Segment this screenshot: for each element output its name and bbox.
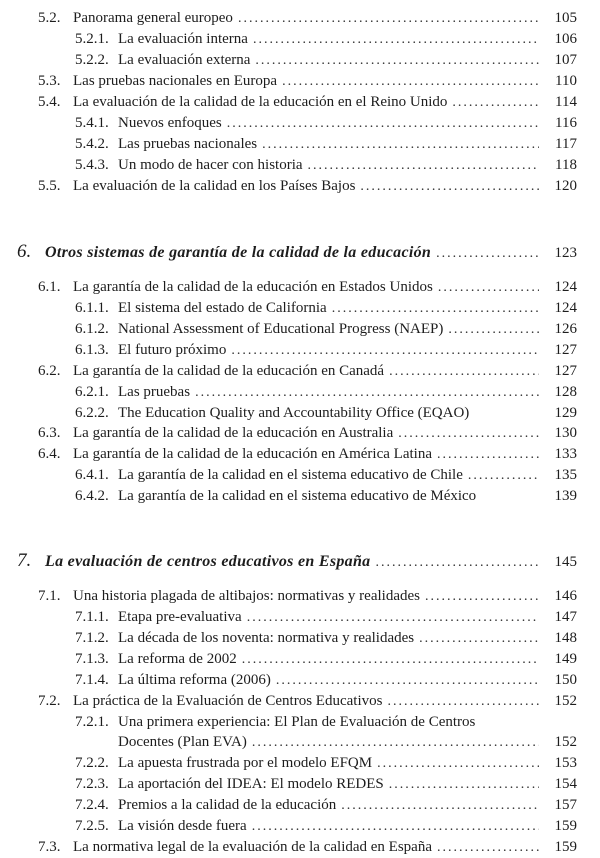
entry-title: Una historia plagada de altibajos: normativas y realidades xyxy=(73,588,420,604)
toc-line xyxy=(0,382,577,403)
page-number: 124 xyxy=(554,279,577,295)
toc-line xyxy=(0,403,577,423)
toc-entry-row xyxy=(0,649,577,670)
toc-line xyxy=(0,628,577,649)
dot-leader xyxy=(247,607,539,628)
entry-title: La garantía de la calidad de la educación en Australia xyxy=(73,425,394,441)
entry-number: 7.2. xyxy=(38,693,61,709)
entry-number: 6.4.1. xyxy=(75,467,109,483)
page-number: 153 xyxy=(554,755,577,771)
page-number: 149 xyxy=(554,651,577,667)
entry-title: Otros sistemas de garantía de la calidad de la educación xyxy=(45,244,432,261)
page-number: 159 xyxy=(554,818,577,834)
dot-leader xyxy=(425,586,539,607)
page-number: 135 xyxy=(554,467,577,483)
entry-title: Nuevos enfoques xyxy=(118,115,222,131)
page-number: 148 xyxy=(554,630,577,646)
dot-leader xyxy=(252,816,539,837)
toc-line xyxy=(0,816,577,837)
dot-leader xyxy=(332,298,539,319)
page-number: 130 xyxy=(554,425,577,441)
dot-leader xyxy=(262,134,539,155)
toc-entry-row xyxy=(0,113,577,134)
entry-title: La práctica de la Evaluación de Centros Educativos xyxy=(73,693,383,709)
entry-number: 7.2.1. xyxy=(75,714,109,730)
entry-number: 5.5. xyxy=(38,178,61,194)
toc-line xyxy=(0,8,577,29)
page-number: 116 xyxy=(555,115,577,131)
toc-entry-row xyxy=(0,134,577,155)
dot-leader xyxy=(387,691,539,712)
dot-leader xyxy=(227,113,539,134)
toc-line xyxy=(0,92,577,113)
toc-line xyxy=(0,691,577,712)
page-number: 145 xyxy=(554,554,577,570)
entry-number: 6.2. xyxy=(38,363,61,379)
toc-line xyxy=(0,795,577,816)
toc-entry-row xyxy=(0,50,577,71)
toc-entry-row xyxy=(0,691,577,712)
page-number: 120 xyxy=(554,178,577,194)
toc-entry-row xyxy=(0,403,577,423)
page-number: 152 xyxy=(554,693,577,709)
entry-title: La evaluación de la calidad de la educación en el Reino Unido xyxy=(73,94,448,110)
entry-title: National Assessment of Educational Progress (NAEP) xyxy=(118,321,444,337)
dot-leader xyxy=(341,795,539,816)
entry-number: 6.1.3. xyxy=(75,342,109,358)
entry-title: La apuesta frustrada por el modelo EFQM xyxy=(118,755,373,771)
dot-leader xyxy=(195,382,539,403)
toc-entry-row xyxy=(0,277,577,298)
entry-number: 5.4.2. xyxy=(75,136,109,152)
entry-number: 7.2.3. xyxy=(75,776,109,792)
page-number: 157 xyxy=(554,797,577,813)
entry-number: 7.1.3. xyxy=(75,651,109,667)
entry-number: 5.2.1. xyxy=(75,31,109,47)
page-number: 110 xyxy=(555,73,577,89)
toc-line xyxy=(0,298,577,319)
entry-number: 6.1.2. xyxy=(75,321,109,337)
entry-title: La evaluación de la calidad en los Países Bajos xyxy=(73,178,356,194)
toc-line xyxy=(0,670,577,691)
entry-number: 7.1. xyxy=(38,588,61,604)
toc-entry-row xyxy=(0,586,577,607)
entry-number: 6.1. xyxy=(38,279,61,295)
entry-title: La garantía de la calidad en el sistema educativo de Chile xyxy=(118,467,463,483)
toc-entry-row xyxy=(0,92,577,113)
toc-entry-row xyxy=(0,155,577,176)
entry-title: Las pruebas nacionales xyxy=(118,136,258,152)
entry-number: 7. xyxy=(17,550,32,571)
entry-title: La evaluación interna xyxy=(118,31,248,47)
entry-title: Etapa pre-evaluativa xyxy=(118,609,242,625)
toc-entry-row xyxy=(0,628,577,649)
toc-entry-row xyxy=(0,712,577,753)
entry-title: La última reforma (2006) xyxy=(118,672,271,688)
toc-line xyxy=(0,837,577,858)
entry-title: La garantía de la calidad de la educación en América Latina xyxy=(73,446,432,462)
toc-entry-row xyxy=(0,29,577,50)
toc-entry-row xyxy=(0,837,577,858)
dot-leader xyxy=(375,549,539,576)
entry-title: Las pruebas nacionales en Europa xyxy=(73,73,278,89)
toc-line xyxy=(0,586,577,607)
entry-number: 7.1.2. xyxy=(75,630,109,646)
dot-leader xyxy=(231,340,539,361)
toc-line xyxy=(0,486,577,506)
page-number: 127 xyxy=(554,342,577,358)
entry-number: 6. xyxy=(17,241,32,262)
page-number: 159 xyxy=(554,839,577,855)
entry-title: The Education Quality and Accountability Office (EQAO) xyxy=(118,405,470,421)
entry-number: 7.2.2. xyxy=(75,755,109,771)
page-number: 123 xyxy=(554,245,577,261)
entry-number: 5.3. xyxy=(38,73,61,89)
dot-leader xyxy=(468,465,539,486)
toc-entry-row xyxy=(0,8,577,29)
page-number: 105 xyxy=(554,10,577,26)
toc-line xyxy=(0,277,577,298)
toc-line xyxy=(0,548,577,576)
entry-title: La garantía de la calidad de la educación en Estados Unidos xyxy=(73,279,433,295)
entry-title: Premios a la calidad de la educación xyxy=(118,797,337,813)
toc-entry-row xyxy=(0,319,577,340)
dot-leader xyxy=(252,732,539,753)
entry-title: La garantía de la calidad de la educación en Canadá xyxy=(73,363,385,379)
page-number: 154 xyxy=(554,776,577,792)
entry-title: Panorama general europeo xyxy=(73,10,233,26)
page-number: 124 xyxy=(554,300,577,316)
entry-number: 6.2.2. xyxy=(75,405,109,421)
dot-leader xyxy=(377,753,539,774)
page-number: 106 xyxy=(554,31,577,47)
toc-line xyxy=(0,340,577,361)
dot-leader xyxy=(452,92,539,113)
page-number: 133 xyxy=(554,446,577,462)
toc-entry-row xyxy=(0,670,577,691)
entry-number: 6.2.1. xyxy=(75,384,109,400)
entry-title-continuation: Docentes (Plan EVA) xyxy=(118,734,247,750)
toc-line xyxy=(0,29,577,50)
entry-number: 6.3. xyxy=(38,425,61,441)
entry-title: Un modo de hacer con historia xyxy=(118,157,303,173)
page-number: 150 xyxy=(554,672,577,688)
entry-number: 5.2.2. xyxy=(75,52,109,68)
entry-title: La década de los noventa: normativa y realidades xyxy=(118,630,415,646)
dot-leader xyxy=(398,423,539,444)
page-number: 127 xyxy=(554,363,577,379)
dot-leader xyxy=(253,29,539,50)
dot-leader xyxy=(389,361,539,382)
toc-entry-row xyxy=(0,340,577,361)
dot-leader xyxy=(448,319,539,340)
entry-number: 7.3. xyxy=(38,839,61,855)
toc-line xyxy=(0,774,577,795)
dot-leader xyxy=(389,774,539,795)
page-number: 114 xyxy=(555,94,577,110)
entry-title: La visión desde fuera xyxy=(118,818,247,834)
dot-leader xyxy=(436,240,539,267)
entry-number: 7.1.4. xyxy=(75,672,109,688)
dot-leader xyxy=(308,155,539,176)
toc-entry-row xyxy=(0,382,577,403)
entry-title: El futuro próximo xyxy=(118,342,227,358)
toc-line xyxy=(0,50,577,71)
toc-entry-row xyxy=(0,444,577,465)
toc-entry-row xyxy=(0,816,577,837)
dot-leader xyxy=(360,176,539,197)
entry-title: Las pruebas xyxy=(118,384,191,400)
toc-line xyxy=(0,465,577,486)
toc-chapter-row xyxy=(0,239,577,267)
toc-entry-row xyxy=(0,71,577,92)
entry-number: 6.1.1. xyxy=(75,300,109,316)
page-number: 147 xyxy=(554,609,577,625)
toc-entry-row xyxy=(0,774,577,795)
toc-entry-row xyxy=(0,795,577,816)
page-number: 146 xyxy=(554,588,577,604)
page-number: 139 xyxy=(554,488,577,504)
toc-entry-row xyxy=(0,361,577,382)
dot-leader xyxy=(276,670,539,691)
toc-line xyxy=(0,319,577,340)
toc-line xyxy=(0,239,577,267)
entry-number: 5.4.1. xyxy=(75,115,109,131)
toc-line-continuation xyxy=(0,732,577,753)
toc-line xyxy=(0,113,577,134)
page-number: 118 xyxy=(555,157,577,173)
entry-number: 5.2. xyxy=(38,10,61,26)
toc-entry-row xyxy=(0,607,577,628)
toc-line xyxy=(0,134,577,155)
page-number: 128 xyxy=(554,384,577,400)
toc-line xyxy=(0,176,577,197)
dot-leader xyxy=(255,50,539,71)
toc-chapter-row xyxy=(0,548,577,576)
entry-title: La reforma de 2002 xyxy=(118,651,237,667)
entry-number: 7.2.4. xyxy=(75,797,109,813)
page-number: 152 xyxy=(554,734,577,750)
toc-line xyxy=(0,155,577,176)
toc-entry-row xyxy=(0,298,577,319)
toc-line xyxy=(0,649,577,670)
toc-line xyxy=(0,712,577,732)
toc-entry-row xyxy=(0,176,577,197)
toc-entry-row xyxy=(0,486,577,506)
toc-line xyxy=(0,444,577,465)
entry-number: 7.2.5. xyxy=(75,818,109,834)
entry-title: La aportación del IDEA: El modelo REDES xyxy=(118,776,384,792)
dot-leader xyxy=(242,649,539,670)
dot-leader xyxy=(238,8,539,29)
page-number: 129 xyxy=(554,405,577,421)
entry-number: 5.4.3. xyxy=(75,157,109,173)
entry-title: La garantía de la calidad en el sistema educativo de México xyxy=(118,488,477,504)
dot-leader xyxy=(437,837,539,858)
entry-title: La normativa legal de la evaluación de la calidad en España xyxy=(73,839,432,855)
page-number: 107 xyxy=(554,52,577,68)
dot-leader xyxy=(437,444,539,465)
toc-entry-row xyxy=(0,465,577,486)
toc-line xyxy=(0,753,577,774)
entry-number: 6.4.2. xyxy=(75,488,109,504)
entry-title: Una primera experiencia: El Plan de Evaluación de Centros xyxy=(118,714,476,730)
toc-line xyxy=(0,361,577,382)
toc-line xyxy=(0,71,577,92)
entry-title: La evaluación externa xyxy=(118,52,251,68)
toc-entry-row xyxy=(0,423,577,444)
toc-line xyxy=(0,607,577,628)
entry-title: El sistema del estado de California xyxy=(118,300,327,316)
page-number: 126 xyxy=(554,321,577,337)
entry-number: 6.4. xyxy=(38,446,61,462)
toc-entry-row xyxy=(0,753,577,774)
dot-leader xyxy=(419,628,539,649)
dot-leader xyxy=(282,71,539,92)
entry-number: 7.1.1. xyxy=(75,609,109,625)
entry-number: 5.4. xyxy=(38,94,61,110)
dot-leader xyxy=(438,277,539,298)
toc-line xyxy=(0,423,577,444)
page-number: 117 xyxy=(555,136,577,152)
entry-title: La evaluación de centros educativos en España xyxy=(45,553,371,570)
